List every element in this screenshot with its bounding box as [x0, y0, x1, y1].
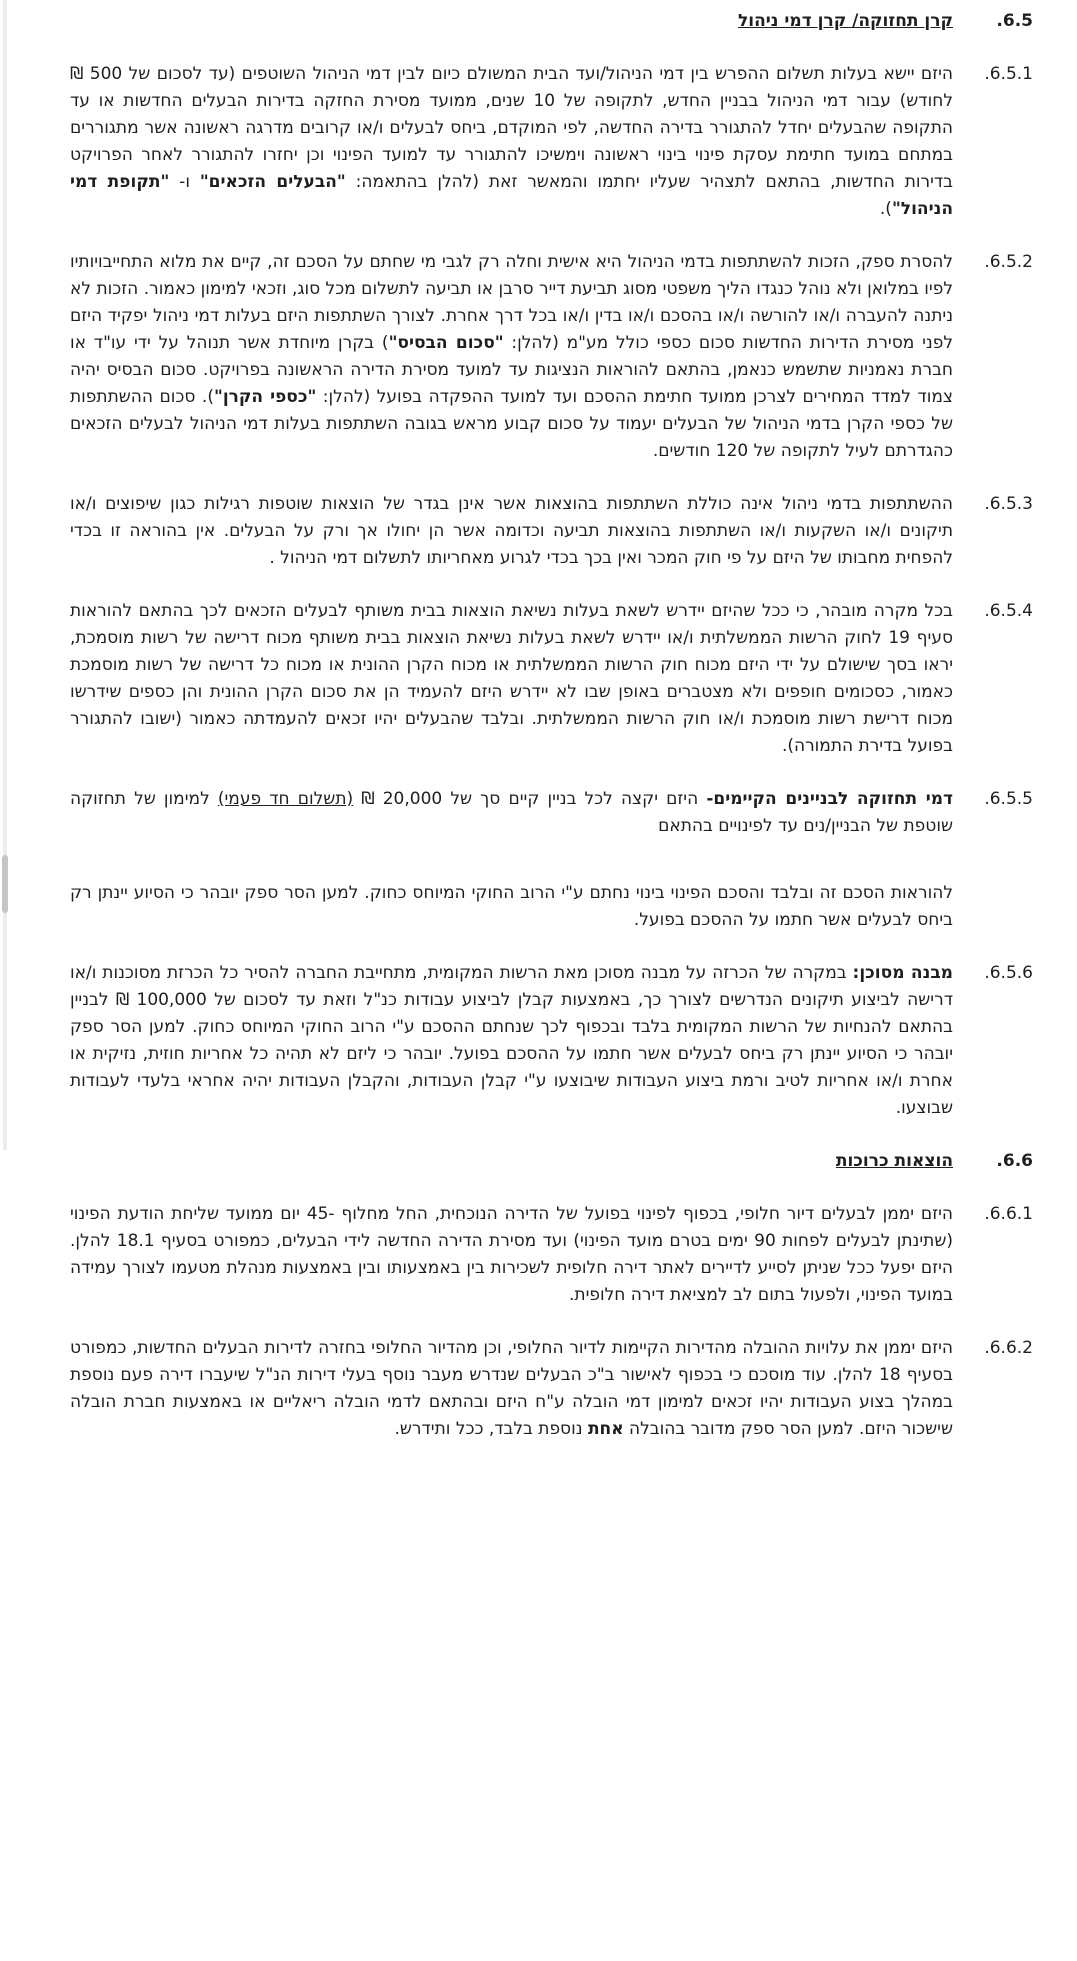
text-segment: ו- [169, 172, 200, 192]
text-segment: למימון של תחזוקה שוטפת של הבניין/נים עד לפינויים בהתאם [70, 789, 953, 836]
clause-6-5-4 [70, 598, 1033, 760]
clause-number: 6.6.1. [984, 1204, 1033, 1224]
text-segment: במקרה של הכרזה על מבנה מסוכן מאת הרשות המקומית, מתחייבת החברה להסיר כל הכרזת מסוכנות ו/או דרישה לביצוע תיקונים הנדרשים לצורך כך, באמצעות קבלן לביצוע עבודות כנ"ל וזאת עד לסכום של 100,000 ₪ לבניין בהתאם להנחיות של הרשות המקומית בלבד ובכפוף לכך שנחתם ההסכם ע"י הרוב החוקי המיוחס כחוק. למען הסר ספק יובהר כי הסיוע יינתן רק ביחס לבעלים אשר חתמו על ההסכם בפועל. יובהר כי ליזם לא תהיה כל אחריות חוזית, נזיקית או אחרת ו/או אחריות לטיב ורמת ביצוע העבודות שיבוצעו ע"י קבלן העבודות, והקבלן העבודות יהיה אחראי בלעדי לעבודות שבוצעו. [70, 963, 953, 1118]
clause-text [70, 1335, 953, 1443]
clause-number: 6.5.6. [984, 963, 1033, 983]
clause-number: 6.5.1. [984, 64, 1033, 84]
clause-text [70, 61, 953, 223]
clause-6-5-6 [70, 960, 1033, 1122]
scrollbar-thumb[interactable] [2, 855, 8, 913]
text-segment: דמי תחזוקה לבניינים הקיימים- [706, 789, 953, 809]
clause-text [70, 880, 953, 934]
text-segment: היזם יממן את עלויות ההובלה מהדירות הקיימות לדיור החלופי, וכן מהדיור החלופי בחזרה לדירות הבעלים החדשות, כמפורט בסעיף 18 להלן. עוד מוסכם כי בכפוף לאישור ב"כ הבעלים שנדרש מעבר נוסף בעלי דירות הנ"ל שיעברו דירה פעם נוספת במהלך בצוע העבודות יהיו זכאים למימון דמי הובלה ע"ח היזם ובהתאם לדמי הובלה ריאליים או באמצעות חברת הובלה שישכור היזם. למען הסר ספק מדובר בהובלה [70, 1338, 953, 1439]
text-segment: ) בקרן מיוחדת אשר תנוהל על ידי עו"ד או חברת נאמניות שתשמש כנאמן, בהתאם להוראות הנציגות עד למועד מסירת הדירה הראשונה בפרויקט. סכום הבסיס יהיה צמוד למדד המחירים לצרכן ממועד חתימת ההסכם ועד למועד ההפקדה בפועל (להלן: [70, 333, 953, 407]
clause-number: 6.5.3. [984, 494, 1033, 514]
text-segment: אחת [587, 1419, 624, 1439]
text-segment: היזם יממן לבעלים דיור חלופי, בכפוף לפינוי בפועל של הדירה הנוכחית, החל מחלוף -45 יום ממועד שליחת הודעת הפינוי (שתינתן לבעלים לפחות 90 ימים בטרם מועד הפינוי) ועד מסירת הדירה החדשה לידי הבעלים, כמפורט בסעיף 18.1 להלן. היזם יפעל ככל שניתן לסייע לדיירים לאתר דירה חלופית לשכירות בין באמצעותו ובין באמצעות מנהלת מטעמו לצורך עמידה במועד הפינוי, ולפעול בתום לב למציאת דירה חלופית. [70, 1204, 953, 1305]
clause-6-5-5-continuation [70, 880, 1033, 934]
clause-6-5-5 [70, 786, 1033, 840]
text-segment: ההשתתפות בדמי ניהול אינה כוללת השתתפות בהוצאות אשר אינן בגדר של הוצאות שוטפות רגילות כגון שיפוצים ו/או תיקונים ו/או השקעות ו/או השתתפות בהוצאות תביעה וכדומה אשר הן יחולו אך ורק על הבעלים. אין בהוראה זו בכדי להפחית מחבותו של היזם על פי חוק המכר ואין בכך בכדי לגרוע מאחריותו לתשלום דמי הניהול . [70, 494, 953, 568]
section-title: קרן תחזוקה/ קרן דמי ניהול [738, 11, 953, 31]
text-segment: (תשלום חד פעמי) [217, 789, 354, 809]
text-segment: מבנה מסוכן: [852, 963, 953, 983]
clause-text [70, 960, 953, 1122]
text-segment: "סכום הבסיס" [388, 333, 504, 353]
text-segment: "הבעלים הזכאים" [199, 172, 346, 192]
clause-6-6-1 [70, 1201, 1033, 1309]
text-segment: להוראות הסכם זה ובלבד והסכם הפינוי בינוי נחתם ע"י הרוב החוקי המיוחס כחוק. למען הסר ספק יובהר כי הסיוע יינתן רק ביחס לבעלים אשר חתמו על ההסכם בפועל. [70, 883, 953, 930]
text-segment: "תקופת דמי הניהול" [70, 172, 953, 219]
clause-number: 6.5.5. [984, 789, 1033, 809]
clause-text [70, 249, 953, 465]
clause-text [70, 786, 953, 840]
section-number: 6.6. [996, 1151, 1033, 1171]
text-segment: נוספת בלבד, ככל ותידרש. [394, 1419, 588, 1439]
section-title: הוצאות כרוכות [835, 1151, 953, 1171]
section-number: 6.5. [996, 11, 1033, 31]
text-segment: היזם יישא בעלות תשלום ההפרש בין דמי הניהול/ועד הבית המשולם כיום לבין דמי הניהול השוטפים (עד לסכום של 500 ₪ לחודש) עבור דמי הניהול בבניין החדש, לתקופה של 10 שנים, ממועד מסירת החזקה בדירות הבעלים החדשות או עד התקופה שהבעלים יחדל להתגורר בדירה החדשה, לפי המוקדם, ביחס לבעלים ו/או קרובים מדרגה ראשונה אשר מתגוררים במתחם במועד חתימת עסקת פינוי בינוי ראשונה וימשיכו להתגורר עד למועד הפינוי וכן יחזרו להתגורר לאחר הפרויקט בדירות החדשות, בהתאם לתצהיר שעליו יחתמו והמאשר זאת (להלן בהתאמה: [70, 64, 953, 192]
clause-number: 6.6.2. [984, 1338, 1033, 1358]
clause-6-5-2 [70, 249, 1033, 465]
text-segment: "כספי הקרן" [213, 387, 317, 407]
section-heading-maintenance-fund [70, 8, 1033, 35]
clause-number: 6.5.2. [984, 252, 1033, 272]
text-segment: בכל מקרה מובהר, כי ככל שהיזם יידרש לשאת בעלות נשיאת הוצאות בבית משותף לבעלים הזכאים לכך בהתאם להוראות סעיף 19 לחוק הרשות הממשלתית ו/או יידרש לשאת בעלות נשיאת הוצאות בבית משותף מכוח דרישה של רשות מוסמכת, יראו בסך שישולם על ידי היזם מכוח חוק הרשות הממשלתית או מכוח הקרן ההונית או מכוח כל דרישה של רשות מוסמכת כאמור, כסכומים חופפים ולא מצטברים באופן שבו לא יידרש היזם להעמיד הן את סכום הקרן ההונית והן כספים שידרשו מכוח דרישת רשות מוסמכת ו/או חוק הרשות הממשלתית. ובלבד שהבעלים יהיו זכאים להעמדתה כאמור (ישובו להתגורר בפועל בדירת התמורה). [70, 601, 953, 756]
clause-number: 6.5.4. [984, 601, 1033, 621]
clause-text [70, 1201, 953, 1309]
clause-6-5-1 [70, 61, 1033, 223]
text-segment: להסרת ספק, הזכות להשתתפות בדמי הניהול היא אישית וחלה רק לגבי מי שחתם על הסכם זה, קיים את מלוא התחייבויותיו לפיו במלואן ולא נוהל כנגדו הליך משפטי מסוג תביעת דייר סרבן או תביעה לתשלום מכל סוג, וזכאי למימון כאמור. הזכות לא ניתנה להעברה ו/או להורשה ו/או בהסכם ו/או בדין ו/או בכל דרך אחרת. לצורך השתתפות היזם בעלות דמי ניהול יפקיד היזם לפני מסירת הדירות החדשות סכום כספי כולל מע"מ (להלן: [70, 252, 953, 353]
clause-text [70, 598, 953, 760]
section-heading-associated-expenses [70, 1148, 1033, 1175]
text-segment: ). [879, 199, 892, 219]
text-segment: ). סכום ההשתתפות של כספי הקרן בדמי הניהול של הבעלים יעמוד על סכום קבוע מראש בגובה השתתפות בעלות דמי הניהול לבעלים הזכאים כהגדרתם לעיל לתקופה של 120 חודשים. [70, 387, 953, 461]
clause-text [70, 491, 953, 572]
clause-6-6-2 [70, 1335, 1033, 1443]
page-edge-line [3, 0, 7, 1150]
text-segment: היזם יקצה לכל בניין קיים סך של 20,000 ₪ [353, 789, 707, 809]
clause-number [953, 880, 1033, 934]
clause-6-5-3 [70, 491, 1033, 572]
